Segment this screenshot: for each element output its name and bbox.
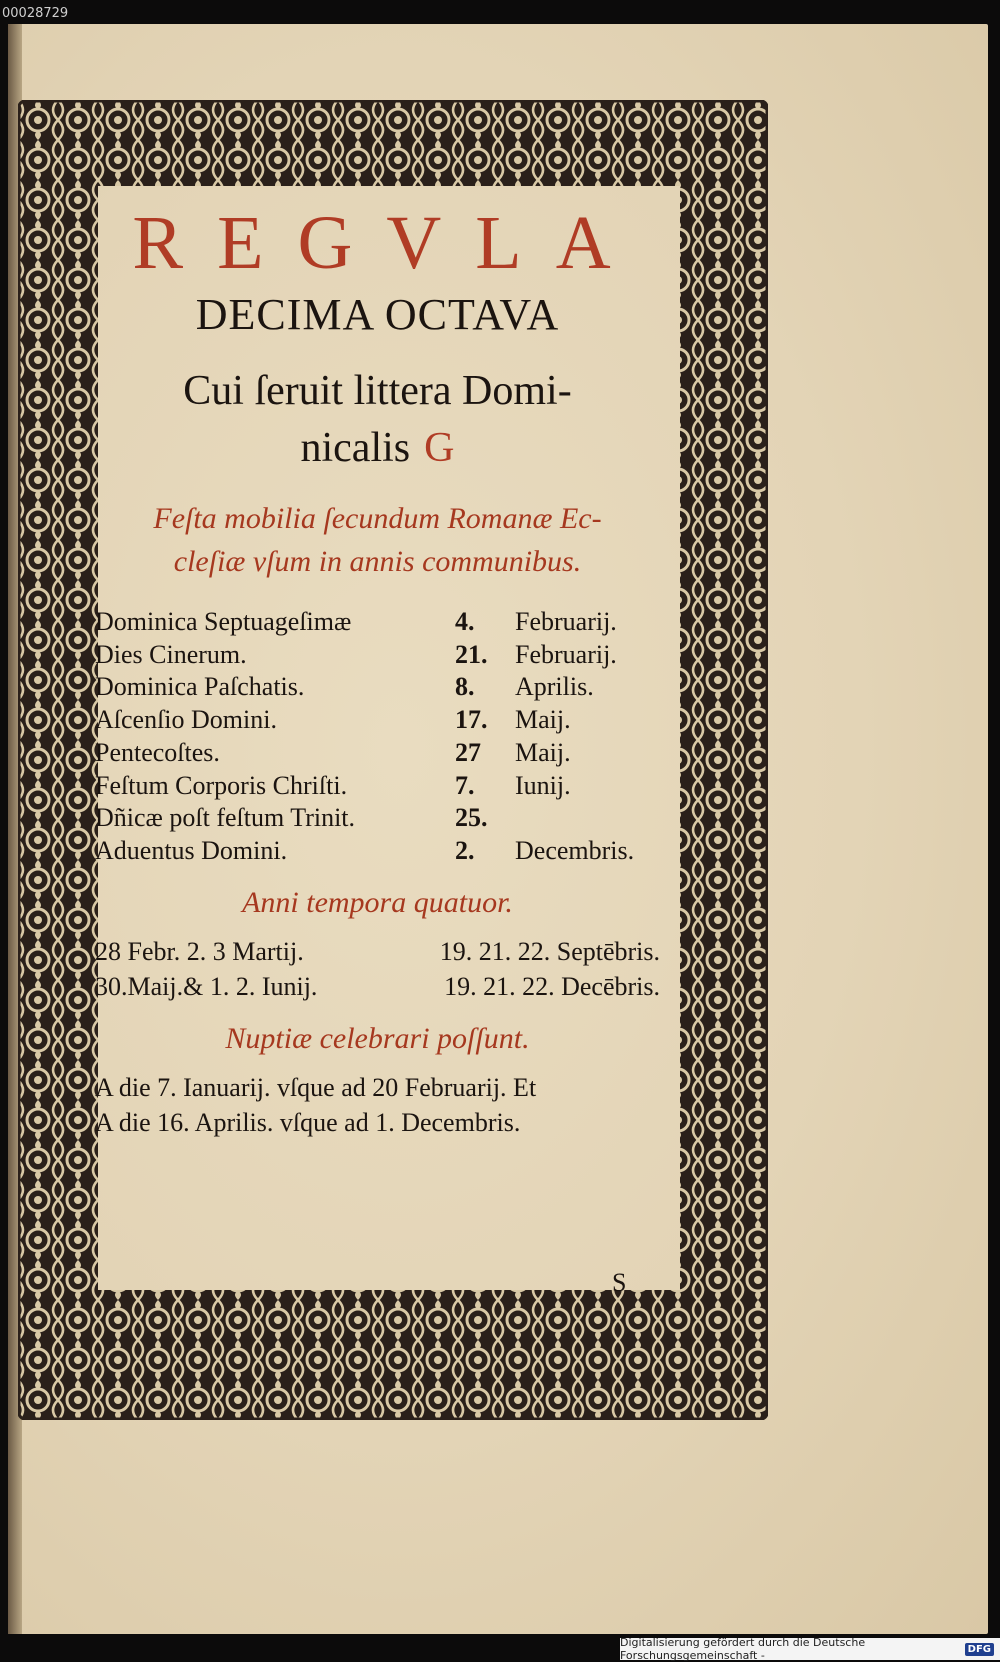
feast-day: 17. <box>455 705 488 735</box>
footer-text: Digitalisierung gefördert durch die Deutsche Forschungsgemeinschaft - <box>620 1636 866 1662</box>
feast-month: Februarij. <box>515 606 617 636</box>
feast-month: Februarij. <box>515 639 617 669</box>
feasts-heading-line-2: cleſiæ vſum in annis communibus. <box>173 545 582 579</box>
nuptiae-line-2: A die 16. Aprilis. vſque ad 1. Decembris. <box>95 1108 521 1138</box>
feast-name: Dominica Paſchatis. <box>95 672 305 702</box>
nuptiae-line-1: A die 7. Ianuarij. vſque ad 20 Februarij. Et <box>95 1072 537 1102</box>
funding-footer <box>620 1638 1000 1660</box>
feast-row <box>95 639 660 672</box>
ember-days-heading: Anni tempora quatuor. <box>242 885 513 919</box>
feast-name: Aſcenſio Domini. <box>95 705 277 735</box>
ember-days <box>95 934 660 1004</box>
feast-day: 2. <box>455 836 475 866</box>
feast-day: 27 <box>455 737 481 767</box>
ember-row <box>95 969 660 1004</box>
feast-row <box>95 737 660 770</box>
ember-row <box>95 934 660 969</box>
feast-row <box>95 606 660 639</box>
ember-row-2-left: 30.Maij.& 1. 2. Iunij. <box>95 971 318 1001</box>
dominical-line-2-text: nicalis <box>300 425 411 472</box>
dfg-badge: DFG <box>965 1643 994 1656</box>
feast-row <box>95 835 660 868</box>
nuptiae-heading: Nuptiæ celebrari poſſunt. <box>225 1021 530 1055</box>
feast-month: Maij. <box>515 737 571 767</box>
feast-day: 4. <box>455 606 475 636</box>
scan-id: 00028729 <box>2 6 69 21</box>
signature-mark: S <box>612 1268 627 1297</box>
feast-name: Dominica Septuageſimæ <box>95 606 352 636</box>
feast-day: 25. <box>455 803 488 833</box>
feast-month: Iunij. <box>515 770 571 800</box>
feast-month: Decembris. <box>515 836 635 866</box>
feasts-heading-line-1: Feſta mobilia ſecundum Romanæ Ec- <box>153 501 602 535</box>
feast-row <box>95 704 660 737</box>
feast-row <box>95 671 660 704</box>
ember-row-1-right: 19. 21. 22. Septēbris. <box>439 936 660 966</box>
dominical-line-2 <box>95 420 660 477</box>
dominical-line-1: Cui ſeruit littera Domi- <box>183 368 572 415</box>
feast-name: Aduentus Domini. <box>95 836 288 866</box>
dominical-letter: G <box>424 425 455 472</box>
feast-month: Maij. <box>515 705 571 735</box>
feast-row <box>95 770 660 803</box>
feast-month <box>515 802 660 835</box>
feast-name: Feſtum Corporis Chriſti. <box>95 770 348 800</box>
feast-day: 7. <box>455 770 475 800</box>
feast-day: 21. <box>455 639 488 669</box>
feast-day: 8. <box>455 672 475 702</box>
ember-row-1-left: 28 Febr. 2. 3 Martij. <box>95 936 304 966</box>
feast-name: Pentecoſtes. <box>95 737 220 767</box>
feast-row <box>95 802 660 835</box>
page-title: REGVLA <box>132 201 645 285</box>
ember-row-2-right: 19. 21. 22. Decēbris. <box>444 971 660 1001</box>
feast-name: Dñicæ poſt feſtum Trinit. <box>95 803 356 833</box>
feast-month: Aprilis. <box>515 672 594 702</box>
page-subtitle: DECIMA OCTAVA <box>195 290 560 339</box>
feasts-heading <box>95 497 660 584</box>
page-content <box>95 201 660 1140</box>
nuptiae-text <box>95 1070 660 1140</box>
feasts-table <box>95 606 660 868</box>
dominical-letter-heading <box>95 363 660 476</box>
feast-name: Dies Cinerum. <box>95 639 247 669</box>
